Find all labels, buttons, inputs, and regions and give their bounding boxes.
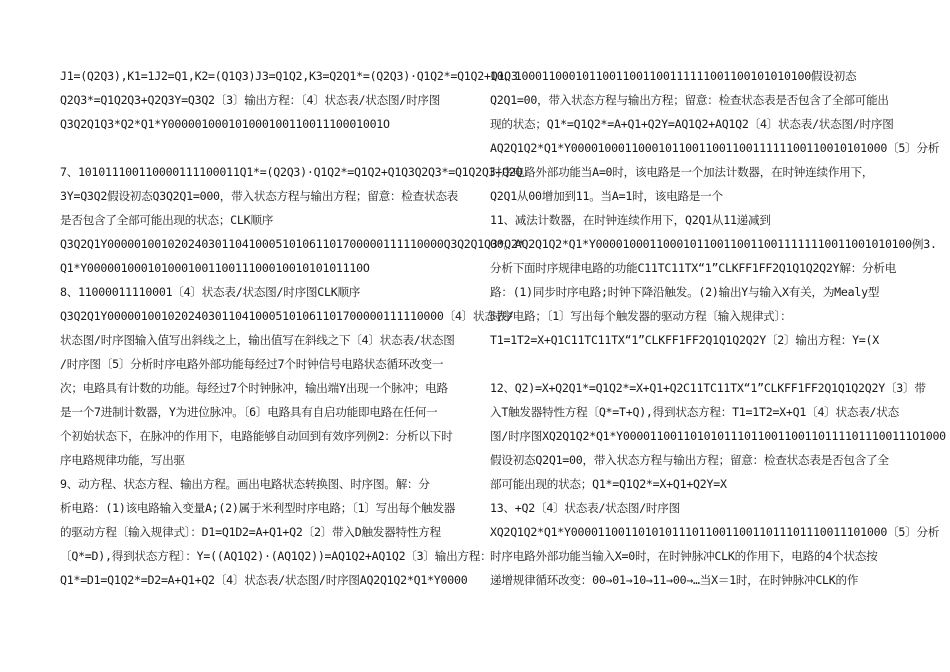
text-line: 13、+Q2〔4〕状态表/状态图/时序图: [490, 501, 680, 515]
text-line: 是一个7进制计数器，Y为进位脉冲。〔6〕电路具有自启功能即电路在任何一: [60, 405, 438, 419]
text-line: 分析下面时序规律电路的功能C11TC11TX“1”CLKFF1FF2Q1Q1Q2Q2Y解：分析电: [490, 261, 897, 275]
text-line: 现的状态；Q1*=Q1Q2*=A+Q1+Q2Y=AQ1Q2+AQ1Q2〔4〕状态表/状态图/时序图: [490, 117, 894, 131]
left-text-column: [60, 64, 525, 592]
text-line: 〔Q*=D),得到状态方程〕：Y=((AQ1Q2)·(AQ1Q2))=AQ1Q2+AQ1Q2〔3〕输出方程：: [60, 549, 492, 563]
right-text-column: [490, 64, 946, 592]
text-line: 7、101011100110000111100011Q1*=(Q2Q3)·Q1Q2*=Q1Q2+Q1Q3Q2Q3*=Q1Q2Q3+Q2Q: [60, 165, 523, 179]
text-line: AQ2Q1Q2*Q1*Y00001000110001011001100110011111100110010101000〔5〕分析: [490, 141, 940, 155]
text-line: Q3Q2Q1Y00000100102024030110410005101061101700000111110000Q3Q2Q1Q3*Q2*: [60, 237, 525, 251]
text-line: 个初始状态下，在脉冲的作用下，电路能够自动回到有效序列例2：分析以下时: [60, 429, 453, 443]
text-line: 是否包含了全部可能出现的状态；CLK顺序: [60, 213, 274, 227]
text-line: 入T触发器特性方程〔Q*=T+Q),得到状态方程：T1=1T2=X+Q1〔4〕状态表/状态: [490, 405, 899, 419]
text-line: 状态图/时序图输入值写出斜线之上，输出值写在斜线之下〔4〕状态表/状态图: [60, 333, 455, 347]
text-line: 8、11000011110001〔4〕状态表/状态图/时序图CLK顺序: [60, 285, 361, 299]
text-line: XQ2Q1Q2*Q1*Y00001100110101011101100110011011101110011101000〔5〕分析: [490, 525, 940, 539]
text-line: 时序电路外部功能当A=0时，该电路是一个加法计数器，在时钟连续作用下，: [490, 165, 874, 179]
text-line: 图/时序图XQ2Q1Q2*Q1*Y0000110011010101110110011001101111011100111O1000: [490, 429, 946, 443]
text-line: T1=1T2=X+Q1C11TC11TX“1”CLKFF1FF2Q1Q1Q2Q2Y〔2〕输出方程：Y=(X: [490, 333, 879, 347]
text-line: 序电路规律功能，写出驱: [60, 453, 185, 467]
text-line: 的驱动方程〔输入规律式〕：D1=Q1D2=A+Q1+Q2〔2〕带入D触发器特性方程: [60, 525, 441, 539]
text-line: 10、10001100010110011001100111111001100101010100假设初态: [490, 69, 857, 83]
text-line: 12、Q2)=X+Q2Q1*=Q1Q2*=X+Q1+Q2C11TC11TX“1”CLKFF1FF2Q1Q1Q2Q2Y〔3〕带: [490, 381, 926, 395]
text-line: 3Y=Q3Q2假设初态Q3Q2Q1=000，带入状态方程与输出方程；留意：检查状态表: [60, 189, 459, 203]
text-line: Q1*=D1=Q1Q2*=D2=A+Q1+Q2〔4〕状态表/状态图/时序图AQ2Q1Q2*Q1*Y0000: [60, 573, 468, 587]
text-line: 次；电路具有计数的功能。每经过7个时钟脉冲，输出端Y出现一个脉冲；电路: [60, 381, 448, 395]
text-line: Q2Q1=00，带入状态方程与输出方程；留意：检查状态表是否包含了全部可能出: [490, 93, 889, 107]
text-line: 递增规律循环改变：00→01→10→11→00→…当X＝1时，在时钟脉冲CLK的作: [490, 573, 859, 587]
text-line: 00。AQ2Q1Q2*Q1*Y00001000110001011001100110011111110011001010100例3.: [490, 237, 937, 251]
text-line: Q1*Y00000100010100010011001110001001010101110O: [60, 261, 370, 275]
text-line: 时序电路外部功能当输入X=0时，在时钟脉冲CLK的作用下，电路的4个状态按: [490, 549, 878, 563]
text-line: 部可能出现的状态；Q1*=Q1Q2*=X+Q1+Q2Y=X: [490, 477, 727, 491]
text-line: Q3Q2Q1Q3*Q2*Q1*Y00000100010100010011001110001001O: [60, 117, 390, 131]
text-line: 路：(1)同步时序电路;时钟下降沿触发。(2)输出Y与输入X有关，为Mealy型: [490, 285, 880, 299]
text-line: 时序电路；〔1〕写出每个触发器的驱动方程〔输入规律式〕：: [490, 309, 792, 323]
text-line: Q3Q2Q1Y00000100102024030110410005101061101700000111110000〔4〕状态表/: [60, 309, 514, 323]
text-line: Q2Q3*=Q1Q2Q3+Q2Q3Y=Q3Q2〔3〕输出方程：〔4〕状态表/状态图/时序图: [60, 93, 441, 107]
text-line: Q2Q1从00增加到11。当A=1时，该电路是一个: [490, 189, 723, 203]
text-line: 假设初态Q2Q1=00，带入状态方程与输出方程；留意：检查状态表是否包含了全: [490, 453, 889, 467]
blank-line: [60, 136, 462, 160]
text-line: 9、动方程、状态方程、输出方程。画出电路状态转换图、时序图。解：分: [60, 477, 430, 491]
text-line: /时序图〔5〕分析时序电路外部功能每经过7个时钟信号电路状态循环改变一: [60, 357, 444, 371]
text-line: 析电路：(1)该电路输入变量A;(2)属于米利型时序电路；〔1〕写出每个触发器: [60, 501, 456, 515]
text-line: 11、减法计数器，在时钟连续作用下，Q2Q1从11递减到: [490, 213, 771, 227]
text-line: J1=(Q2Q3),K1=1J2=Q1,K2=(Q1Q3)J3=Q1Q2,K3=Q2Q1*=(Q2Q3)·Q1Q2*=Q1Q2+Q1Q3: [60, 69, 518, 83]
blank-line: [490, 352, 895, 376]
